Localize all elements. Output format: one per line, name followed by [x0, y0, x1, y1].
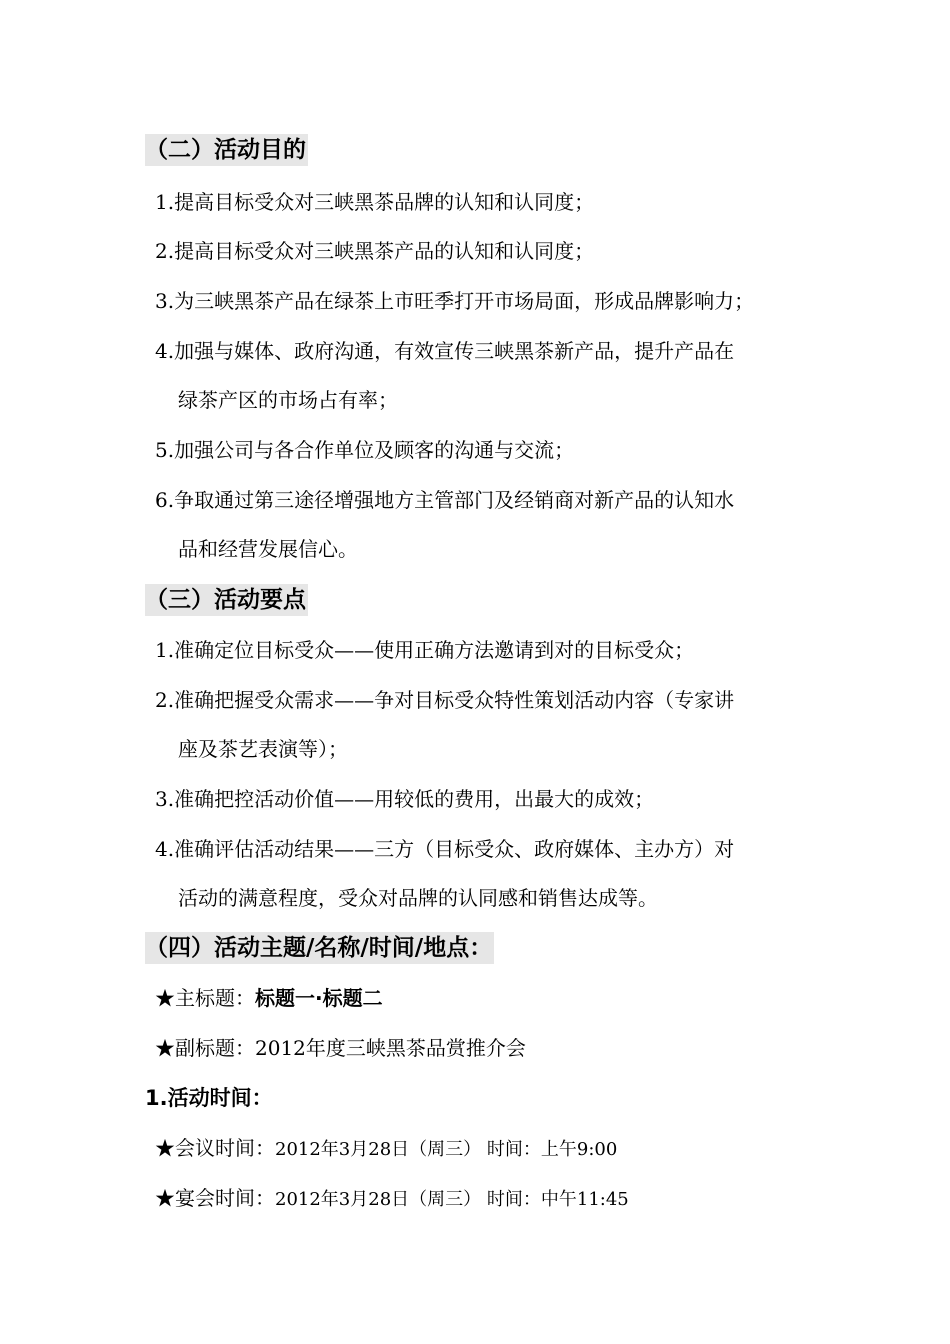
purpose-item-4: 4.加强与媒体、政府沟通，有效宣传三峡黑茶新产品，提升产品在	[155, 339, 735, 363]
meeting-time-value: 2012年3月28日（周三） 时间：上午9:00	[275, 1139, 618, 1160]
sub-title-label: ★副标题：	[155, 1036, 255, 1060]
banquet-time-value: 2012年3月28日（周三） 时间：中午11:45	[275, 1189, 629, 1210]
main-title-value: 标题一·标题二	[255, 986, 383, 1010]
sub-title-value: 2012年度三峡黑茶品赏推介会	[255, 1036, 526, 1060]
purpose-item-4-cont: 绿茶产区的市场占有率；	[178, 388, 398, 412]
section-heading-keypoints: （三）活动要点	[145, 584, 308, 616]
keypoint-item-2-cont: 座及茶艺表演等）；	[178, 737, 348, 761]
main-title-label: ★主标题：	[155, 986, 255, 1010]
keypoint-item-3: 3.准确把控活动价值——用较低的费用，出最大的成效；	[155, 787, 655, 811]
keypoint-item-4: 4.准确评估活动结果——三方（目标受众、政府媒体、主办方）对	[155, 837, 735, 861]
purpose-item-3: 3.为三峡黑茶产品在绿茶上市旺季打开市场局面，形成品牌影响力；	[155, 289, 755, 313]
section-heading-theme: （四）活动主题/名称/时间/地点：	[145, 932, 494, 964]
meeting-time-label: ★会议时间：	[155, 1136, 275, 1160]
keypoint-item-4-cont: 活动的满意程度，受众对品牌的认同感和销售达成等。	[178, 886, 658, 910]
purpose-item-5: 5.加强公司与各合作单位及顾客的沟通与交流；	[155, 438, 575, 462]
time-heading: 1.活动时间：	[145, 1086, 273, 1110]
main-title-line	[155, 984, 383, 1012]
purpose-item-6: 6.争取通过第三途径增强地方主管部门及经销商对新产品的认知水	[155, 488, 735, 512]
keypoint-item-2: 2.准确把握受众需求——争对目标受众特性策划活动内容（专家讲	[155, 688, 735, 712]
section-heading-purpose: （二）活动目的	[145, 134, 308, 166]
purpose-item-6-cont: 品和经营发展信心。	[178, 537, 358, 561]
banquet-time-line	[155, 1184, 629, 1214]
banquet-time-label: ★宴会时间：	[155, 1186, 275, 1210]
purpose-item-2: 2.提高目标受众对三峡黑茶产品的认知和认同度；	[155, 239, 595, 263]
purpose-item-1: 1.提高目标受众对三峡黑茶品牌的认知和认同度；	[155, 190, 595, 214]
meeting-time-line	[155, 1134, 617, 1164]
sub-title-line	[155, 1034, 526, 1062]
keypoint-item-1: 1.准确定位目标受众——使用正确方法邀请到对的目标受众；	[155, 638, 695, 662]
